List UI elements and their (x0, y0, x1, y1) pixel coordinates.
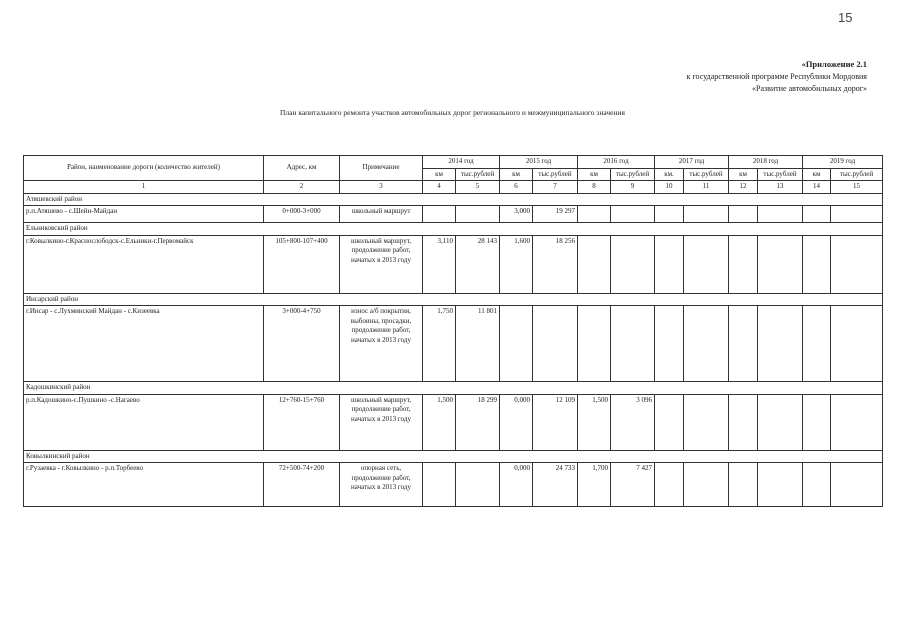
district-name: Ельниковский район (24, 223, 883, 236)
km-value (729, 235, 758, 293)
appendix-line-2: «Развитие автомобильных дорог» (752, 84, 867, 93)
column-number: 14 (803, 181, 831, 194)
rub-value: 18 256 (533, 235, 578, 293)
km-value: 1,750 (423, 306, 456, 382)
district-name: Ковылкинский район (24, 450, 883, 463)
appendix-title: «Приложение 2.1 (801, 59, 867, 69)
column-number-row (24, 181, 883, 194)
rub-value: 19 297 (533, 206, 578, 223)
column-number: 13 (758, 181, 803, 194)
column-number: 4 (423, 181, 456, 194)
rub-value (758, 463, 803, 507)
km-value (500, 306, 533, 382)
header-km: км (423, 168, 456, 181)
header-note: Примечание (340, 156, 423, 181)
road-note: износ а/б покрытия, выбоины, просадки, продолжение работ, начатых в 2013 году (340, 306, 423, 382)
rub-value (611, 206, 655, 223)
header-rub: тыс.рублей (758, 168, 803, 181)
rub-value (684, 306, 729, 382)
district-row (24, 193, 883, 206)
column-number: 6 (500, 181, 533, 194)
rub-value (611, 235, 655, 293)
header-year: 2014 год (423, 156, 500, 169)
km-value (578, 206, 611, 223)
km-value: 0,000 (500, 394, 533, 450)
header-km: км (500, 168, 533, 181)
km-value (803, 394, 831, 450)
header-year: 2017 год (655, 156, 729, 169)
district-name: Инсарский район (24, 293, 883, 306)
rub-value: 24 733 (533, 463, 578, 507)
column-number: 5 (456, 181, 500, 194)
column-number: 11 (684, 181, 729, 194)
column-number: 8 (578, 181, 611, 194)
column-number: 10 (655, 181, 684, 194)
header-district-road: Район, наименование дороги (количество жителей) (24, 156, 264, 181)
column-number: 7 (533, 181, 578, 194)
appendix-line-1: к государственной программе Республики Мордовия (686, 71, 867, 81)
km-value (803, 463, 831, 507)
km-value (655, 463, 684, 507)
rub-value (758, 306, 803, 382)
header-km: км (803, 168, 831, 181)
column-number: 12 (729, 181, 758, 194)
road-row (24, 463, 883, 507)
column-number: 1 (24, 181, 264, 194)
plan-title: План капитального ремонта участков автомобильных дорог регионального и межмуниципального значения (280, 108, 625, 117)
rub-value (831, 463, 883, 507)
header-year: 2019 год (803, 156, 883, 169)
header-year: 2016 год (578, 156, 655, 169)
rub-value (758, 394, 803, 450)
road-address: 72+500-74+200 (264, 463, 340, 507)
km-value (729, 394, 758, 450)
rub-value: 3 096 (611, 394, 655, 450)
km-value (729, 206, 758, 223)
km-value (655, 306, 684, 382)
road-row (24, 306, 883, 382)
appendix-block (687, 58, 867, 96)
road-name: г.Рузаевка - г.Ковылкино - р.п.Торбеево (24, 463, 264, 507)
rub-value: 11 801 (456, 306, 500, 382)
km-value (655, 235, 684, 293)
km-value (578, 235, 611, 293)
district-row (24, 382, 883, 395)
km-value: 1,700 (578, 463, 611, 507)
rub-value (831, 394, 883, 450)
header-rub: тыс.рублей (831, 168, 883, 181)
km-value: 1,600 (500, 235, 533, 293)
header-rub: тыс.рублей (684, 168, 729, 181)
road-address: 3+000-4+750 (264, 306, 340, 382)
road-address: 12+760-15+760 (264, 394, 340, 450)
road-name: г.Инсар - с.Лухминский Майдан - с.Кизеевка (24, 306, 264, 382)
repair-plan-table (23, 155, 883, 507)
district-row (24, 223, 883, 236)
km-value (803, 235, 831, 293)
rub-value: 12 109 (533, 394, 578, 450)
header-year: 2015 год (500, 156, 578, 169)
km-value: 1,500 (423, 394, 456, 450)
road-note: школьный маршрут, продолжение работ, начатых в 2013 году (340, 394, 423, 450)
rub-value (684, 235, 729, 293)
rub-value (456, 206, 500, 223)
rub-value (684, 463, 729, 507)
column-number: 9 (611, 181, 655, 194)
header-rub: тыс.рублей (456, 168, 500, 181)
km-value: 3,000 (500, 206, 533, 223)
rub-value (831, 206, 883, 223)
km-value (729, 463, 758, 507)
page-number: 15 (838, 10, 853, 25)
district-name: Атяшевский район (24, 193, 883, 206)
km-value (578, 306, 611, 382)
road-name: г.Ковылкино-г.Краснослободск-с.Ельники-г.Первомайск (24, 235, 264, 293)
km-value (423, 206, 456, 223)
road-note: школьный маршрут (340, 206, 423, 223)
road-address: 0+000-3+000 (264, 206, 340, 223)
road-address: 105+800-107+400 (264, 235, 340, 293)
column-number: 3 (340, 181, 423, 194)
km-value (729, 306, 758, 382)
km-value: 0,000 (500, 463, 533, 507)
rub-value (831, 306, 883, 382)
km-value (803, 306, 831, 382)
header-km: км (578, 168, 611, 181)
road-name: р.п.Кадошкино-с.Пушкино -с.Нагаево (24, 394, 264, 450)
rub-value (758, 235, 803, 293)
km-value (655, 394, 684, 450)
rub-value (684, 394, 729, 450)
road-row (24, 206, 883, 223)
column-number: 2 (264, 181, 340, 194)
rub-value (456, 463, 500, 507)
header-row-years (24, 156, 883, 169)
rub-value: 28 143 (456, 235, 500, 293)
table-sections (24, 193, 883, 507)
header-rub: тыс.рублей (533, 168, 578, 181)
header-km: км. (655, 168, 684, 181)
km-value: 3,110 (423, 235, 456, 293)
km-value (423, 463, 456, 507)
km-value (803, 206, 831, 223)
district-row (24, 293, 883, 306)
road-note: опорная сеть, продолжение работ, начатых в 2013 году (340, 463, 423, 507)
column-number: 15 (831, 181, 883, 194)
rub-value (758, 206, 803, 223)
km-value: 1,500 (578, 394, 611, 450)
header-year: 2018 год (729, 156, 803, 169)
road-row (24, 394, 883, 450)
road-note: школьный маршрут, продолжение работ, начатых в 2013 году (340, 235, 423, 293)
header-km: км (729, 168, 758, 181)
header-address: Адрес, км (264, 156, 340, 181)
header-rub: тыс.рублей (611, 168, 655, 181)
district-row (24, 450, 883, 463)
rub-value: 7 427 (611, 463, 655, 507)
rub-value (684, 206, 729, 223)
road-name: р.п.Атяшево - с.Шейн-Майдан (24, 206, 264, 223)
rub-value (533, 306, 578, 382)
rub-value: 18 299 (456, 394, 500, 450)
rub-value (611, 306, 655, 382)
road-row (24, 235, 883, 293)
district-name: Кадошкинский район (24, 382, 883, 395)
rub-value (831, 235, 883, 293)
km-value (655, 206, 684, 223)
